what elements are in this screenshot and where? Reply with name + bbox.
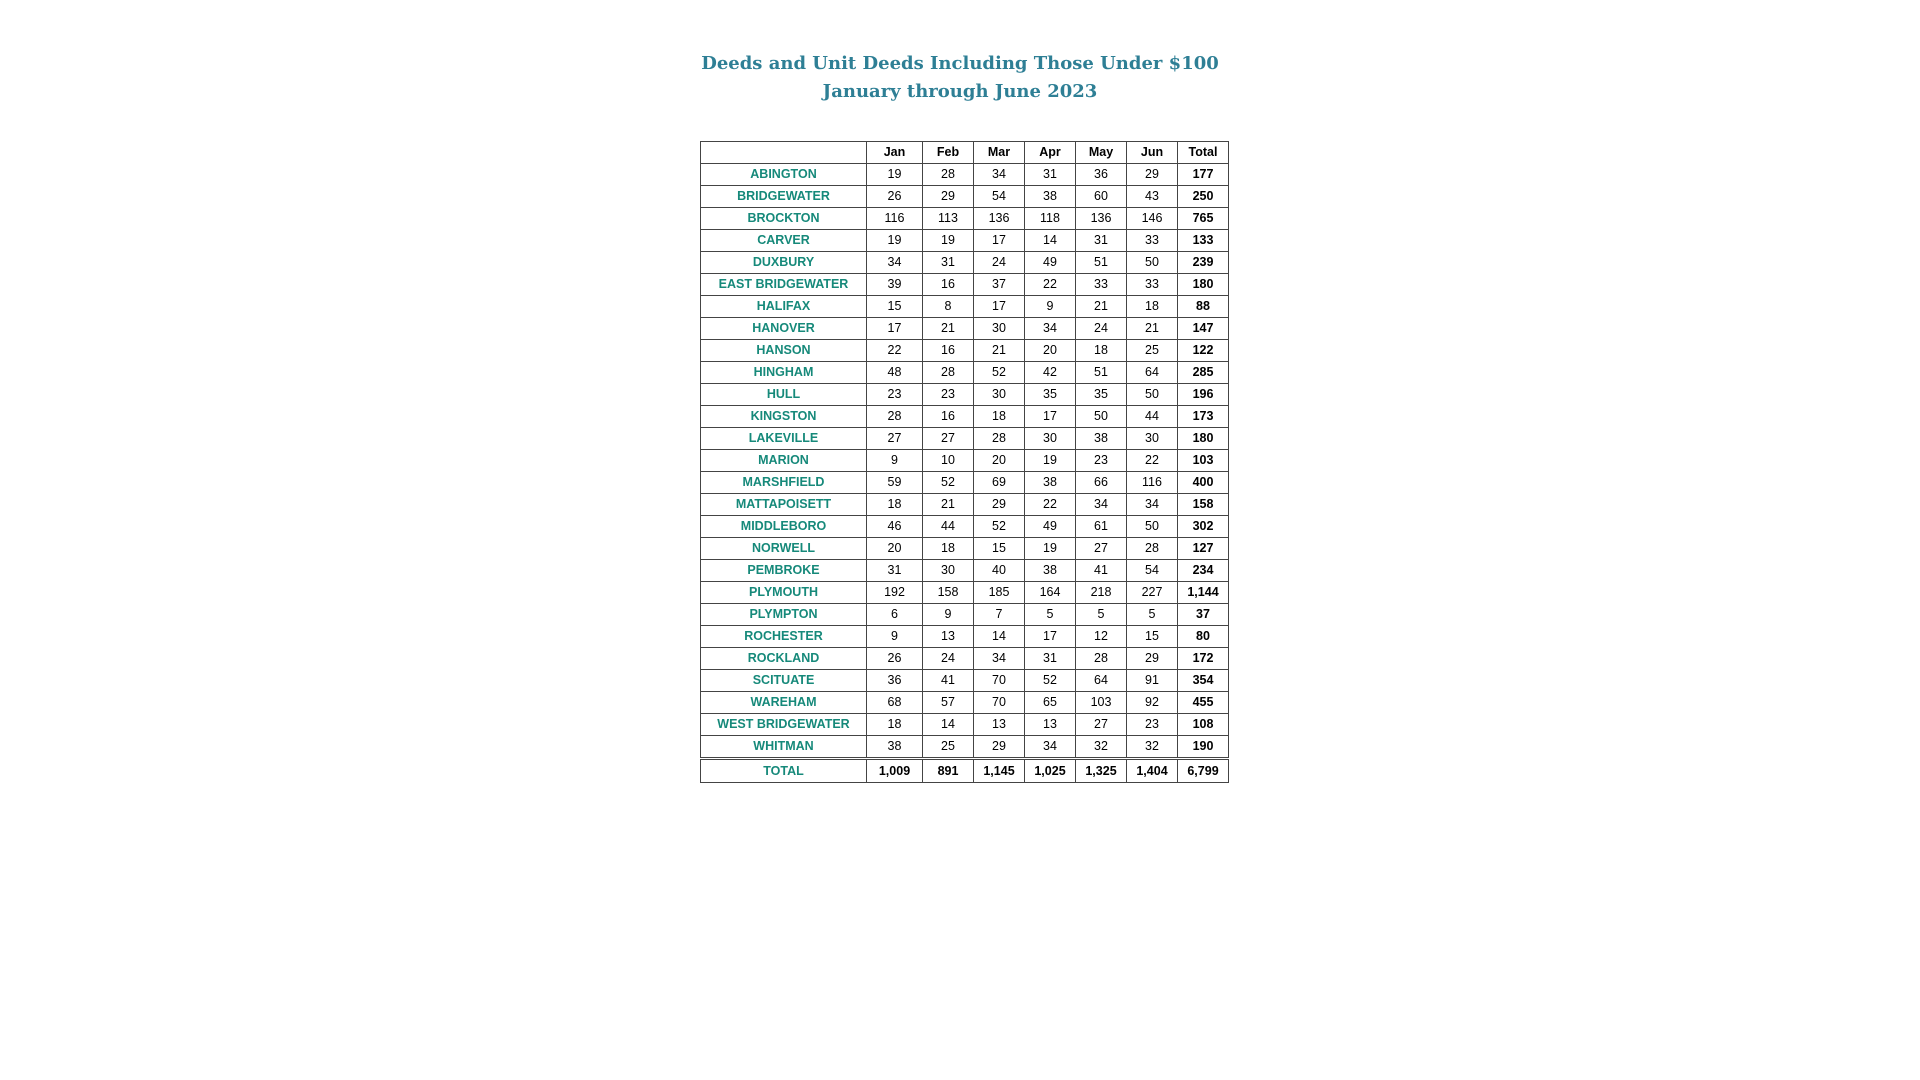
table-row [701, 186, 1229, 208]
month-value: 70 [974, 692, 1025, 714]
town-name: WHITMAN [701, 736, 867, 759]
month-value: 8 [923, 296, 974, 318]
town-name: KINGSTON [701, 406, 867, 428]
town-name: DUXBURY [701, 252, 867, 274]
month-value: 44 [923, 516, 974, 538]
month-value: 218 [1076, 582, 1127, 604]
header-month-6: Jun [1127, 142, 1178, 164]
header-month-4: Apr [1025, 142, 1076, 164]
month-value: 69 [974, 472, 1025, 494]
month-value: 52 [1025, 670, 1076, 692]
month-value: 17 [974, 296, 1025, 318]
month-value: 34 [1076, 494, 1127, 516]
month-total: 891 [923, 759, 974, 783]
row-total: 1,144 [1178, 582, 1229, 604]
month-value: 38 [1025, 560, 1076, 582]
month-total: 1,404 [1127, 759, 1178, 783]
month-value: 136 [974, 208, 1025, 230]
month-value: 70 [974, 670, 1025, 692]
month-value: 9 [867, 626, 923, 648]
month-value: 22 [1127, 450, 1178, 472]
table-row [701, 252, 1229, 274]
header-month-3: Mar [974, 142, 1025, 164]
month-value: 30 [974, 384, 1025, 406]
month-value: 40 [974, 560, 1025, 582]
row-total: 108 [1178, 714, 1229, 736]
month-value: 32 [1076, 736, 1127, 759]
month-value: 35 [1025, 384, 1076, 406]
month-value: 28 [923, 362, 974, 384]
month-value: 34 [1025, 318, 1076, 340]
month-value: 29 [923, 186, 974, 208]
month-value: 30 [1025, 428, 1076, 450]
total-row [701, 759, 1229, 783]
month-value: 158 [923, 582, 974, 604]
table-footer [701, 759, 1229, 783]
town-name: HINGHAM [701, 362, 867, 384]
month-value: 24 [923, 648, 974, 670]
table-row [701, 318, 1229, 340]
town-name: SCITUATE [701, 670, 867, 692]
month-value: 29 [974, 494, 1025, 516]
month-value: 23 [867, 384, 923, 406]
month-value: 17 [974, 230, 1025, 252]
table-row [701, 604, 1229, 626]
month-value: 21 [1127, 318, 1178, 340]
row-total: 455 [1178, 692, 1229, 714]
month-value: 28 [974, 428, 1025, 450]
row-total: 196 [1178, 384, 1229, 406]
row-total: 172 [1178, 648, 1229, 670]
month-value: 21 [1076, 296, 1127, 318]
month-value: 23 [1076, 450, 1127, 472]
month-value: 28 [1127, 538, 1178, 560]
town-name: MARION [701, 450, 867, 472]
town-name: HULL [701, 384, 867, 406]
town-name: CARVER [701, 230, 867, 252]
month-value: 26 [867, 648, 923, 670]
row-total: 103 [1178, 450, 1229, 472]
month-value: 18 [974, 406, 1025, 428]
month-value: 6 [867, 604, 923, 626]
month-value: 52 [974, 516, 1025, 538]
month-value: 10 [923, 450, 974, 472]
title-line-1: Deeds and Unit Deeds Including Those Under $100 [701, 53, 1219, 74]
town-name: MATTAPOISETT [701, 494, 867, 516]
table-row [701, 494, 1229, 516]
row-total: 88 [1178, 296, 1229, 318]
month-value: 23 [1127, 714, 1178, 736]
month-value: 66 [1076, 472, 1127, 494]
month-value: 227 [1127, 582, 1178, 604]
row-total: 239 [1178, 252, 1229, 274]
month-value: 50 [1127, 252, 1178, 274]
table-row [701, 626, 1229, 648]
row-total: 180 [1178, 274, 1229, 296]
month-value: 24 [974, 252, 1025, 274]
table-row [701, 362, 1229, 384]
month-value: 37 [974, 274, 1025, 296]
month-value: 30 [974, 318, 1025, 340]
row-total: 302 [1178, 516, 1229, 538]
town-name: NORWELL [701, 538, 867, 560]
month-value: 22 [1025, 274, 1076, 296]
month-value: 118 [1025, 208, 1076, 230]
month-value: 19 [867, 164, 923, 186]
month-value: 18 [867, 714, 923, 736]
month-value: 5 [1127, 604, 1178, 626]
table-body [701, 164, 1229, 759]
month-value: 21 [974, 340, 1025, 362]
row-total: 80 [1178, 626, 1229, 648]
month-value: 31 [1025, 648, 1076, 670]
month-value: 34 [867, 252, 923, 274]
row-total: 173 [1178, 406, 1229, 428]
month-value: 68 [867, 692, 923, 714]
table-row [701, 714, 1229, 736]
month-value: 27 [867, 428, 923, 450]
header-total: Total [1178, 142, 1229, 164]
town-name: HALIFAX [701, 296, 867, 318]
month-value: 31 [923, 252, 974, 274]
month-value: 103 [1076, 692, 1127, 714]
month-value: 51 [1076, 252, 1127, 274]
month-value: 5 [1025, 604, 1076, 626]
month-value: 51 [1076, 362, 1127, 384]
month-value: 19 [1025, 450, 1076, 472]
town-name: ABINGTON [701, 164, 867, 186]
table-row [701, 296, 1229, 318]
town-name: ROCKLAND [701, 648, 867, 670]
month-value: 92 [1127, 692, 1178, 714]
month-value: 41 [923, 670, 974, 692]
month-value: 19 [867, 230, 923, 252]
month-value: 49 [1025, 516, 1076, 538]
row-total: 37 [1178, 604, 1229, 626]
table-row [701, 164, 1229, 186]
month-value: 9 [867, 450, 923, 472]
month-value: 33 [1076, 274, 1127, 296]
month-value: 36 [867, 670, 923, 692]
month-value: 30 [923, 560, 974, 582]
table-row [701, 736, 1229, 759]
town-name: BRIDGEWATER [701, 186, 867, 208]
table-row [701, 274, 1229, 296]
row-total: 177 [1178, 164, 1229, 186]
month-value: 34 [1025, 736, 1076, 759]
month-value: 31 [1076, 230, 1127, 252]
table-row [701, 384, 1229, 406]
month-value: 49 [1025, 252, 1076, 274]
month-value: 146 [1127, 208, 1178, 230]
month-value: 29 [974, 736, 1025, 759]
month-value: 164 [1025, 582, 1076, 604]
row-total: 250 [1178, 186, 1229, 208]
month-value: 44 [1127, 406, 1178, 428]
row-total: 180 [1178, 428, 1229, 450]
row-total: 158 [1178, 494, 1229, 516]
month-value: 12 [1076, 626, 1127, 648]
month-total: 1,145 [974, 759, 1025, 783]
month-value: 34 [974, 648, 1025, 670]
month-value: 14 [974, 626, 1025, 648]
month-value: 34 [974, 164, 1025, 186]
town-name: WAREHAM [701, 692, 867, 714]
month-value: 34 [1127, 494, 1178, 516]
title-line-2: January through June 2023 [822, 81, 1098, 102]
month-value: 116 [867, 208, 923, 230]
month-value: 38 [1025, 472, 1076, 494]
table-row [701, 406, 1229, 428]
month-value: 21 [923, 318, 974, 340]
town-name: WEST BRIDGEWATER [701, 714, 867, 736]
table-row [701, 670, 1229, 692]
town-name: PLYMOUTH [701, 582, 867, 604]
month-value: 9 [1025, 296, 1076, 318]
month-value: 13 [974, 714, 1025, 736]
row-total: 147 [1178, 318, 1229, 340]
month-value: 25 [923, 736, 974, 759]
month-value: 19 [923, 230, 974, 252]
table-row [701, 428, 1229, 450]
document-title [0, 50, 1920, 106]
month-value: 5 [1076, 604, 1127, 626]
table-row [701, 648, 1229, 670]
month-value: 39 [867, 274, 923, 296]
header-month-5: May [1076, 142, 1127, 164]
month-value: 30 [1127, 428, 1178, 450]
table-row [701, 208, 1229, 230]
header-town [701, 142, 867, 164]
month-value: 38 [1076, 428, 1127, 450]
row-total: 133 [1178, 230, 1229, 252]
month-value: 43 [1127, 186, 1178, 208]
month-value: 17 [1025, 626, 1076, 648]
town-name: PEMBROKE [701, 560, 867, 582]
month-value: 50 [1127, 384, 1178, 406]
month-value: 24 [1076, 318, 1127, 340]
header-row [701, 142, 1229, 164]
month-value: 113 [923, 208, 974, 230]
month-value: 61 [1076, 516, 1127, 538]
town-name: LAKEVILLE [701, 428, 867, 450]
month-value: 15 [1127, 626, 1178, 648]
row-total: 190 [1178, 736, 1229, 759]
month-value: 57 [923, 692, 974, 714]
month-value: 21 [923, 494, 974, 516]
table-row [701, 560, 1229, 582]
month-value: 52 [923, 472, 974, 494]
table-row [701, 538, 1229, 560]
month-total: 1,325 [1076, 759, 1127, 783]
month-value: 59 [867, 472, 923, 494]
total-label: TOTAL [701, 759, 867, 783]
month-value: 33 [1127, 274, 1178, 296]
row-total: 354 [1178, 670, 1229, 692]
month-value: 16 [923, 340, 974, 362]
town-name: HANOVER [701, 318, 867, 340]
month-value: 20 [1025, 340, 1076, 362]
grand-total: 6,799 [1178, 759, 1229, 783]
month-value: 18 [1076, 340, 1127, 362]
month-value: 38 [1025, 186, 1076, 208]
row-total: 234 [1178, 560, 1229, 582]
table-row [701, 692, 1229, 714]
month-value: 25 [1127, 340, 1178, 362]
header-month-1: Jan [867, 142, 923, 164]
month-value: 41 [1076, 560, 1127, 582]
month-value: 27 [1076, 538, 1127, 560]
month-value: 65 [1025, 692, 1076, 714]
month-value: 31 [1025, 164, 1076, 186]
town-name: MIDDLEBORO [701, 516, 867, 538]
month-value: 36 [1076, 164, 1127, 186]
table-row [701, 582, 1229, 604]
month-value: 29 [1127, 648, 1178, 670]
month-value: 18 [923, 538, 974, 560]
month-value: 16 [923, 406, 974, 428]
table-row [701, 340, 1229, 362]
month-value: 46 [867, 516, 923, 538]
month-value: 9 [923, 604, 974, 626]
month-value: 192 [867, 582, 923, 604]
month-value: 28 [923, 164, 974, 186]
table-row [701, 516, 1229, 538]
town-name: HANSON [701, 340, 867, 362]
row-total: 127 [1178, 538, 1229, 560]
month-value: 18 [1127, 296, 1178, 318]
month-value: 17 [867, 318, 923, 340]
month-value: 54 [974, 186, 1025, 208]
row-total: 122 [1178, 340, 1229, 362]
month-value: 7 [974, 604, 1025, 626]
month-value: 18 [867, 494, 923, 516]
month-value: 185 [974, 582, 1025, 604]
month-value: 19 [1025, 538, 1076, 560]
month-value: 60 [1076, 186, 1127, 208]
month-value: 64 [1127, 362, 1178, 384]
month-value: 54 [1127, 560, 1178, 582]
month-value: 50 [1076, 406, 1127, 428]
month-value: 42 [1025, 362, 1076, 384]
month-value: 17 [1025, 406, 1076, 428]
month-value: 136 [1076, 208, 1127, 230]
month-value: 23 [923, 384, 974, 406]
town-name: EAST BRIDGEWATER [701, 274, 867, 296]
month-value: 116 [1127, 472, 1178, 494]
month-value: 14 [923, 714, 974, 736]
town-name: PLYMPTON [701, 604, 867, 626]
table-header [701, 142, 1229, 164]
month-value: 52 [974, 362, 1025, 384]
month-value: 50 [1127, 516, 1178, 538]
month-value: 29 [1127, 164, 1178, 186]
month-value: 13 [1025, 714, 1076, 736]
town-name: ROCHESTER [701, 626, 867, 648]
month-value: 35 [1076, 384, 1127, 406]
month-value: 22 [867, 340, 923, 362]
month-value: 22 [1025, 494, 1076, 516]
month-value: 28 [1076, 648, 1127, 670]
month-value: 27 [1076, 714, 1127, 736]
month-value: 64 [1076, 670, 1127, 692]
month-value: 38 [867, 736, 923, 759]
month-total: 1,009 [867, 759, 923, 783]
month-value: 32 [1127, 736, 1178, 759]
month-value: 31 [867, 560, 923, 582]
month-value: 20 [867, 538, 923, 560]
row-total: 400 [1178, 472, 1229, 494]
month-value: 26 [867, 186, 923, 208]
month-value: 15 [974, 538, 1025, 560]
month-value: 14 [1025, 230, 1076, 252]
month-value: 28 [867, 406, 923, 428]
town-name: BROCKTON [701, 208, 867, 230]
table-row [701, 450, 1229, 472]
month-value: 13 [923, 626, 974, 648]
month-value: 33 [1127, 230, 1178, 252]
row-total: 765 [1178, 208, 1229, 230]
month-value: 48 [867, 362, 923, 384]
month-value: 27 [923, 428, 974, 450]
month-value: 16 [923, 274, 974, 296]
row-total: 285 [1178, 362, 1229, 384]
month-value: 15 [867, 296, 923, 318]
deeds-table [700, 141, 1229, 783]
month-value: 91 [1127, 670, 1178, 692]
header-month-2: Feb [923, 142, 974, 164]
month-total: 1,025 [1025, 759, 1076, 783]
town-name: MARSHFIELD [701, 472, 867, 494]
month-value: 20 [974, 450, 1025, 472]
table-row [701, 472, 1229, 494]
table-row [701, 230, 1229, 252]
